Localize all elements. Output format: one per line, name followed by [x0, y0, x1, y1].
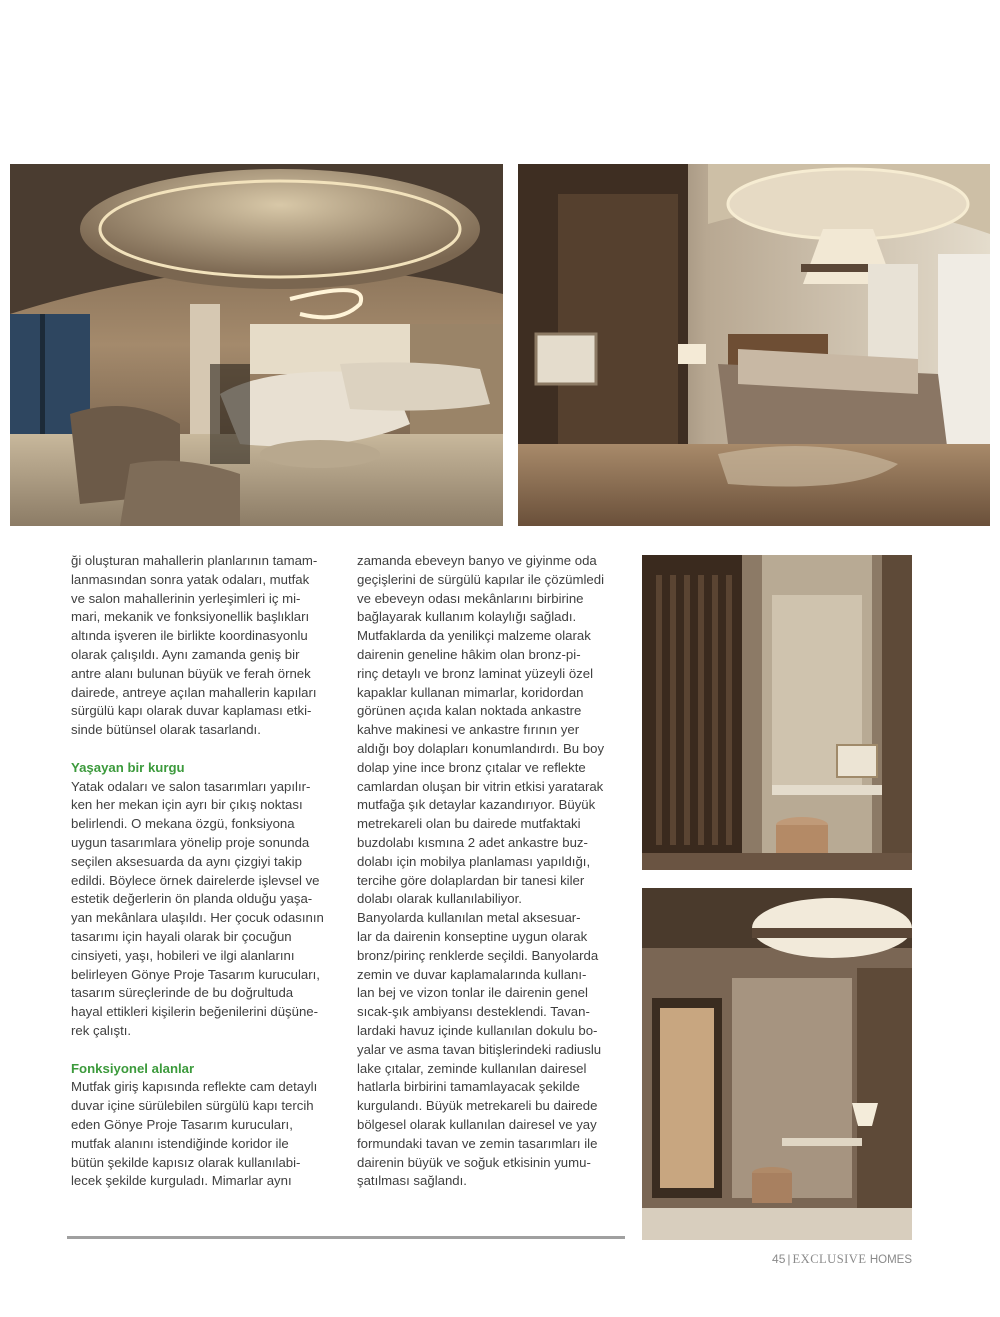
- bottom-divider: [67, 1236, 625, 1239]
- bedroom-photo: [518, 164, 990, 526]
- text-line: ve salon mahallerinin yerleşimleri iç mi-: [71, 590, 301, 606]
- text-line: geçişlerini de sürgülü kapılar ile çözümledi: [357, 571, 605, 587]
- text-line: Mutfaklarda da yenilikçi malzeme olarak: [357, 628, 591, 644]
- text-line: hatlarla birbirini tamamlayacak şekilde: [357, 1079, 580, 1095]
- text-line: metrekareli olan bu dairede mutfaktaki: [357, 816, 581, 832]
- text-line: bütün şekilde kapısız olarak kullanılabi-: [71, 1154, 301, 1170]
- text-line: görünen açıda kalan noktada ankastre: [357, 703, 582, 719]
- text-line: lar da dairenin konseptine uygun olarak: [357, 928, 588, 944]
- text-line: edildi. Böylece örnek dairelerde işlevsel ve: [71, 872, 320, 888]
- page-number: 45: [772, 1252, 786, 1266]
- text-line: hayal ettikleri kişilerin beğenilerini düşüne-: [71, 1004, 319, 1020]
- text-line: zemin ve duvar kaplamalarında kullanı-: [357, 966, 587, 982]
- article-column-left: [71, 552, 346, 1191]
- text-line: ken her mekan için ayrı bir çıkış noktası: [71, 797, 303, 813]
- text-line: tasarım süreçlerinde de bu doğrultuda: [71, 985, 294, 1001]
- text-line: dairede, antreye açılan mahallerin kapıları: [71, 684, 317, 700]
- text-line: zamanda ebeveyn banyo ve giyinme oda: [357, 553, 597, 568]
- text-line: sürgülü kapı olarak duvar kaplaması etki-: [71, 703, 312, 719]
- text-line: yalar ve asma tavan bitişlerindeki radiuslu: [357, 1041, 602, 1057]
- text-line: mutfak alanını istendiğinde koridor ile: [71, 1135, 289, 1151]
- text-line: seçilen aksesuarda da aynı çizgiyi takip: [71, 853, 302, 869]
- paragraph-yasayan: [71, 778, 346, 1041]
- text-line: eden Gönye Proje Tasarım kurucuları,: [71, 1116, 293, 1132]
- magazine-name: EXCLUSIVE: [792, 1252, 867, 1266]
- text-line: lan bej ve vizon tonlar ile dairenin genel: [357, 985, 588, 1001]
- text-line: yan mekânlara ulaşıldı. Her çocuk odasının: [71, 910, 324, 926]
- text-line: bağlayarak kullanım kolaylığı sağladı.: [357, 609, 577, 625]
- article-column-middle: [357, 552, 632, 1191]
- text-line: lardaki havuz içinde kullanılan dokulu bo-: [357, 1022, 598, 1038]
- text-line: ği oluşturan mahallerin planlarının tamam-: [71, 553, 318, 568]
- text-line: dolabı için mobilya planlaması yapıldığı,: [357, 853, 591, 869]
- text-line: camlardan oluşan bir vitrin etkisi yaratarak: [357, 778, 604, 794]
- text-line: lake çıtalar, zeminde kullanılan dairesel: [357, 1060, 587, 1076]
- section-heading-yasayan: Yaşayan bir kurgu: [71, 759, 185, 775]
- text-line: sıcak-şık ambiyansı desteklendi. Tavan-: [357, 1004, 590, 1020]
- text-line: cinsiyeti, yaşı, hobileri ve ilgi alanlarını: [71, 947, 295, 963]
- text-line: rinç detaylı ve bronz laminat yüzeyli özel: [357, 665, 594, 681]
- text-line: tercihe göre dolaplardan bir tanesi kiler: [357, 872, 585, 888]
- text-line: uygun tasarımlara yönelip proje sonunda: [71, 834, 310, 850]
- text-line: dairenin büyük ve soğuk etkisinin yumu-: [357, 1154, 591, 1170]
- folio-separator: |: [787, 1252, 791, 1266]
- text-line: belirleyen Gönye Proje Tasarım kurucuları,: [71, 966, 320, 982]
- text-line: lanmasından sonra yatak odaları, mutfak: [71, 571, 310, 587]
- text-line: Mutfak giriş kapısında reflekte cam detaylı: [71, 1079, 318, 1095]
- text-line: dolap yine ince bronz çıtalar ve reflekte: [357, 759, 586, 775]
- text-line: olarak çalışıldı. Aynı zamanda geniş bir: [71, 646, 300, 662]
- text-line: antre alanı bulunan büyük ve ferah örnek: [71, 665, 311, 681]
- text-line: formundaki tavan ve zemin tasarımları ile: [357, 1135, 598, 1151]
- text-line: ve ebeveyn odası mekânlarını birbirine: [357, 590, 584, 606]
- text-line: kurgulandı. Büyük metrekareli bu dairede: [357, 1098, 598, 1114]
- paragraph-intro: [71, 552, 346, 740]
- text-line: kapaklar kullanan mimarlar, koridordan: [357, 684, 584, 700]
- text-line: şatılması sağlandı.: [357, 1173, 467, 1189]
- text-line: lecek şekilde kurguladı. Mimarlar aynı: [71, 1173, 292, 1189]
- text-line: altında işveren ile birlikte koordinasyonlu: [71, 628, 308, 644]
- text-line: kahve makinesi ve ankastre fırının yer: [357, 722, 580, 738]
- page-folio: [772, 1252, 912, 1267]
- text-line: Yatak odaları ve salon tasarımları yapılır-: [71, 778, 311, 794]
- magazine-name-suffix: HOMES: [869, 1254, 912, 1266]
- text-line: mutfağa şık detaylar kazandırıyor. Büyük: [357, 797, 596, 813]
- text-line: duvar içine sürülebilen sürgülü kapı tercih: [71, 1098, 314, 1114]
- dressing-vanity-photo: [642, 555, 912, 870]
- text-line: tasarımı için hayali olarak bir çocuğun: [71, 928, 292, 944]
- text-line: bronz/pirinç renklerde seçildi. Banyolarda: [357, 947, 599, 963]
- text-line: sinde bütünsel olarak tasarlandı.: [71, 722, 261, 738]
- text-line: Banyolarda kullanılan metal aksesuar-: [357, 910, 581, 926]
- text-line: buzdolabı kısmına 2 adet ankastre buz-: [357, 834, 588, 850]
- section-heading-fonksiyonel: Fonksiyonel alanlar: [71, 1060, 195, 1076]
- walk-in-closet-photo: [642, 888, 912, 1240]
- text-line: dairenin geneline hâkim olan bronz-pi-: [357, 646, 581, 662]
- text-line: aldığı boy dolapları konumlandırdı. Bu boy: [357, 740, 605, 756]
- text-line: mari, mekanik ve fonksiyonellik başlıkları: [71, 609, 310, 625]
- text-line: rek çalıştı.: [71, 1022, 132, 1038]
- paragraph-fonksiyonel: [71, 1078, 346, 1191]
- text-line: belirlendi. O mekana özgü, fonksiyona: [71, 816, 295, 832]
- text-line: estetik değerlerin ön planda olduğu yaşa-: [71, 891, 313, 907]
- living-room-photo: [10, 164, 503, 526]
- text-line: dolabı olarak kullanılabiliyor.: [357, 891, 522, 907]
- text-line: bölgesel olarak kullanılan dairesel ve yay: [357, 1116, 597, 1132]
